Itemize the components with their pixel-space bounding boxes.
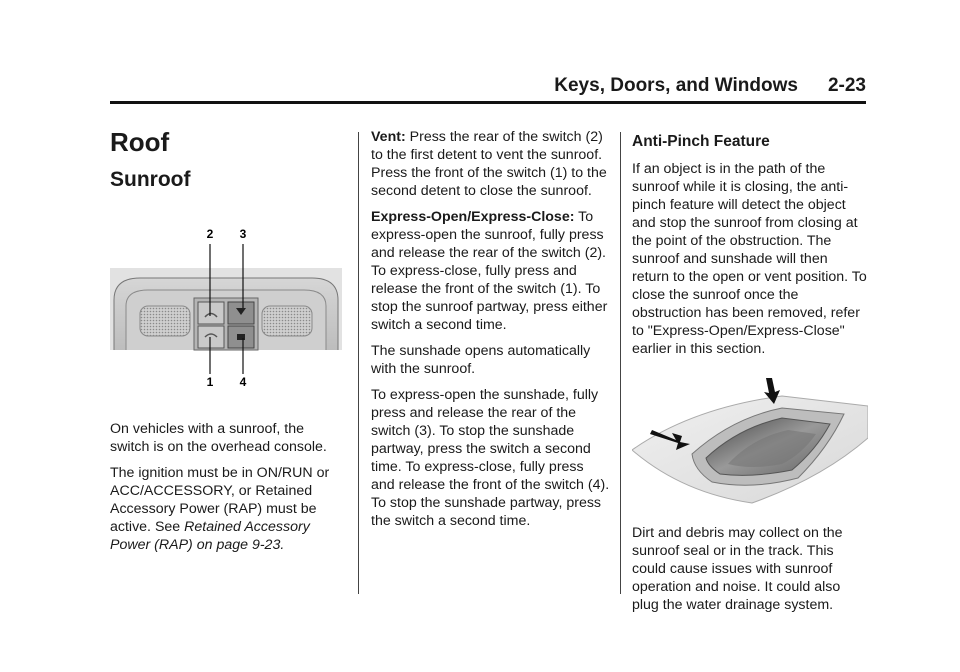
paragraph: The sunshade opens automatically with the sunroof. <box>371 343 591 377</box>
callout-2: 2 <box>206 227 214 241</box>
column-3 <box>632 128 868 622</box>
sunroof-seal-figure <box>632 378 868 508</box>
column-divider <box>620 132 621 594</box>
section-title: Keys, Doors, and Windows <box>554 75 798 96</box>
page-header <box>110 74 866 104</box>
term-label: Vent: <box>371 129 406 145</box>
callout-3: 3 <box>239 227 247 241</box>
paragraph: To express-open the sunshade, fully press and release the rear of the switch (3). To stop the sunshade partway, press the switch a second time. To express-close, fully press and release the front of the switch (4). To stop the sunshade partway, press the switch a second time. <box>371 387 610 529</box>
column-1 <box>110 128 342 562</box>
page-title: Roof <box>110 127 170 157</box>
column-divider <box>358 132 359 594</box>
paragraph: On vehicles with a sunroof, the switch is on the overhead console. <box>110 421 327 455</box>
paragraph: Dirt and debris may collect on the sunroof seal or in the track. This could cause issues with sunroof operation and noise. It could also plug the water drainage system. <box>632 525 843 613</box>
term-label: Express-Open/Express-Close: <box>371 209 575 225</box>
paragraph: If an object is in the path of the sunroof while it is closing, the anti-pinch feature will detect the object and stop the sunroof from closing at the point of the obstruction. The sunroof and sunshade will then return to the open or vent position. To close the sunroof once the obstruction has been removed, refer to "Express-Open/Express-Close" earlier in this section. <box>632 161 867 357</box>
sunroof-switch-figure <box>110 220 342 390</box>
paragraph: The ignition must be in ON/RUN or ACC/ACCESSORY, or Retained Accessory Power (RAP) must be active. See Retained Accessory Power (RAP) on page 9-23. <box>110 465 330 553</box>
callout-4: 4 <box>239 375 247 389</box>
callout-1: 1 <box>206 375 214 389</box>
page-number: 2-23 <box>827 75 866 96</box>
section-heading: Sunroof <box>110 168 191 191</box>
paragraph: Vent: Press the rear of the switch (2) to the first detent to vent the sunroof. Press the front of the switch (1) to the second detent to close the sunroof. <box>371 129 607 199</box>
section-heading: Anti-Pinch Feature <box>632 133 770 150</box>
paragraph: Express-Open/Express-Close: To express-open the sunroof, fully press and release the rear of the switch (2). To express-close, fully press and release the front of the switch (1). To stop the sunroof partway, press either switch a second time. <box>371 209 608 333</box>
column-2 <box>371 128 611 538</box>
cross-reference-link[interactable]: Retained Accessory Power (RAP) on page 9-23. <box>110 519 310 553</box>
